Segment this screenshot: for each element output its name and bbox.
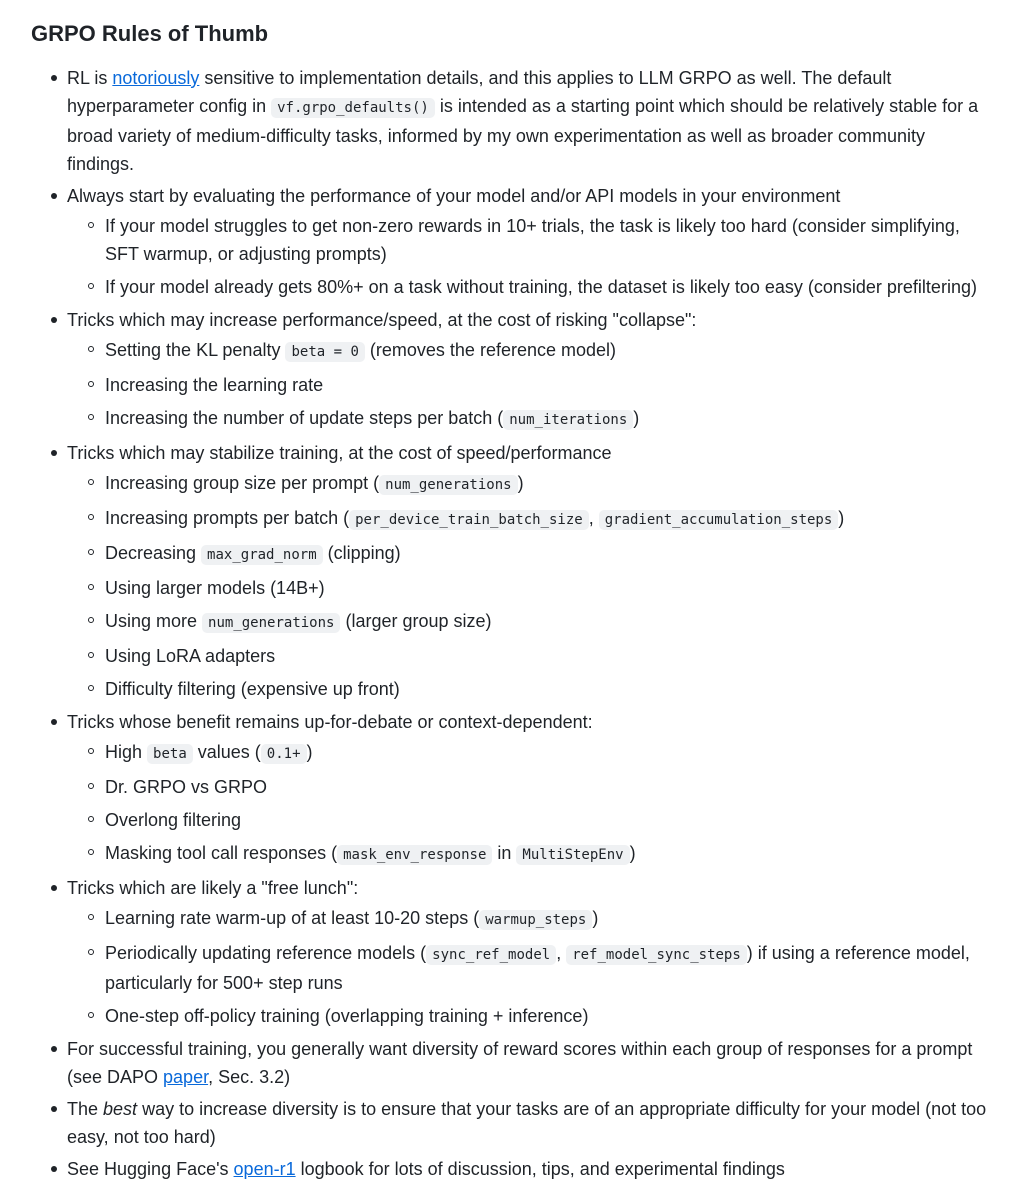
text-run: Using larger models (14B+) [105, 578, 325, 598]
sub-item [67, 539, 988, 569]
bullet-circle-icon [88, 584, 94, 590]
bullet-circle-icon [88, 783, 94, 789]
sub-item [67, 773, 988, 801]
text-run: Learning rate warm-up of at least 10-20 steps ( [105, 908, 480, 928]
sub-list [67, 738, 988, 869]
sub-item [67, 806, 988, 834]
bullet-disc-icon [51, 885, 57, 891]
bullet-circle-icon [88, 549, 94, 555]
rule-item [31, 708, 988, 869]
bullet-circle-icon [88, 1012, 94, 1018]
rules-list [31, 64, 988, 1183]
sub-item-text [105, 508, 844, 528]
text-run: , Sec. 3.2) [208, 1067, 291, 1087]
bullet-circle-icon [88, 346, 94, 352]
rule-text [67, 68, 978, 174]
link-notoriously[interactable]: notoriously [112, 68, 200, 88]
bullet-circle-icon [88, 283, 94, 289]
text-run: If your model already gets 80%+ on a task without training, the dataset is likely too easy (consider prefiltering) [105, 277, 977, 297]
text-run: Periodically updating reference models ( [105, 943, 427, 963]
bullet-circle-icon [88, 222, 94, 228]
bullet-disc-icon [51, 719, 57, 725]
sub-item [67, 504, 988, 534]
text-run: RL is [67, 68, 113, 88]
text-run: Difficulty filtering (expensive up front) [105, 679, 400, 699]
text-run: Masking tool call responses ( [105, 843, 338, 863]
inline-code: mask_env_response [337, 845, 492, 865]
text-run: Increasing the learning rate [105, 375, 324, 395]
inline-code: gradient_accumulation_steps [599, 510, 839, 530]
text-run: For successful training, you generally want diversity of reward scores within each group of responses for a prompt (see DAPO [67, 1039, 973, 1087]
inline-code: 0.1+ [261, 744, 307, 764]
text-run: ) [517, 473, 524, 493]
rule-item [31, 1035, 988, 1091]
bullet-circle-icon [88, 849, 94, 855]
rule-text [67, 1039, 972, 1087]
rule-item [31, 874, 988, 1030]
sub-item [67, 336, 988, 366]
page-title: GRPO Rules of Thumb [31, 21, 269, 46]
sub-item-text [105, 375, 323, 395]
sub-item-text [105, 408, 639, 428]
text-run: Tricks which may stabilize training, at the cost of speed/performance [67, 443, 612, 463]
sub-item-text [105, 646, 275, 666]
sub-item-text [105, 908, 598, 928]
text-run: ) [633, 408, 640, 428]
text-run: Increasing the number of update steps per batch ( [105, 408, 504, 428]
inline-code: num_iterations [503, 410, 633, 430]
sub-list [67, 336, 988, 434]
text-run: , [588, 508, 599, 528]
rule-text [67, 1159, 785, 1179]
text-run: One-step off-policy training (overlapping training + inference) [105, 1006, 589, 1026]
inline-code: num_generations [379, 475, 517, 495]
rule-text [67, 878, 358, 898]
text-run: is intended as a starting point which should be relatively stable for a broad variety of medium-difficulty tasks, informed by my own experimentation as well as broader community findings. [67, 96, 979, 174]
sub-item [67, 1002, 988, 1030]
sub-item [67, 939, 988, 997]
inline-code: ref_model_sync_steps [566, 945, 747, 965]
text-run: way to increase diversity is to ensure that your tasks are of an appropriate difficulty for your model (not too easy, not too hard) [67, 1099, 987, 1147]
bullet-circle-icon [88, 381, 94, 387]
rule-item [31, 306, 988, 434]
text-run: ) [592, 908, 599, 928]
text-run: ) [838, 508, 845, 528]
text-run: Increasing group size per prompt ( [105, 473, 380, 493]
sub-item-text [105, 679, 400, 699]
text-run: If your model struggles to get non-zero rewards in 10+ trials, the task is likely too hard (consider simplifying, SFT warmup, or adjusting prompts) [105, 216, 960, 264]
text-run: (clipping) [322, 543, 401, 563]
sub-item [67, 904, 988, 934]
text-run: (removes the reference model) [364, 340, 617, 360]
bullet-circle-icon [88, 479, 94, 485]
sub-item-text [105, 611, 492, 631]
rule-text [67, 310, 696, 330]
text-run: Increasing prompts per batch ( [105, 508, 350, 528]
sub-item-text [105, 742, 313, 762]
inline-code: beta = 0 [285, 342, 364, 362]
text-run: Tricks whose benefit remains up-for-debate or context-dependent: [67, 712, 593, 732]
bullet-disc-icon [51, 1046, 57, 1052]
sub-item-text [105, 943, 970, 993]
text-run: Tricks which may increase performance/speed, at the cost of risking "collapse": [67, 310, 697, 330]
rule-item [31, 182, 988, 301]
text-run: Always start by evaluating the performance of your model and/or API models in your environment [67, 186, 841, 206]
text-run: Decreasing [105, 543, 202, 563]
sub-item-text [105, 277, 977, 297]
bullet-circle-icon [88, 617, 94, 623]
text-run: High [105, 742, 148, 762]
sub-item [67, 675, 988, 703]
sub-item-text [105, 777, 267, 797]
sub-item [67, 469, 988, 499]
rule-text [67, 1099, 986, 1147]
text-run: (larger group size) [340, 611, 492, 631]
sub-list [67, 469, 988, 703]
emphasis: best [103, 1099, 138, 1119]
bullet-circle-icon [88, 816, 94, 822]
text-run: , [556, 943, 567, 963]
sub-item-text [105, 578, 325, 598]
sub-item [67, 273, 988, 301]
bullet-disc-icon [51, 317, 57, 323]
inline-code: sync_ref_model [426, 945, 556, 965]
sub-item [67, 371, 988, 399]
sub-item-text [105, 1006, 588, 1026]
sub-item-text [105, 216, 960, 264]
rule-text [67, 443, 612, 463]
sub-item [67, 738, 988, 768]
text-run: Tricks which are likely a "free lunch": [67, 878, 359, 898]
bullet-circle-icon [88, 949, 94, 955]
sub-item-text [105, 340, 616, 360]
bullet-circle-icon [88, 914, 94, 920]
inline-code: warmup_steps [479, 910, 592, 930]
bullet-disc-icon [51, 1166, 57, 1172]
text-run: sensitive to implementation details, and this applies to LLM GRPO as well. The default hyperparameter config in [67, 68, 892, 116]
text-run: Dr. GRPO vs GRPO [105, 777, 268, 797]
text-run: ) if using a reference model, particularly for 500+ step runs [105, 943, 970, 993]
bullet-disc-icon [51, 193, 57, 199]
inline-code: beta [147, 744, 193, 764]
sub-item-text [105, 810, 241, 830]
link-paper[interactable]: paper [163, 1067, 209, 1087]
sub-item [67, 607, 988, 637]
rule-text [67, 186, 840, 206]
sub-item-text [105, 843, 636, 863]
bullet-circle-icon [88, 514, 94, 520]
bullet-circle-icon [88, 414, 94, 420]
sub-list [67, 904, 988, 1030]
rule-item [31, 1095, 988, 1151]
text-run: The [67, 1099, 104, 1119]
text-run: logbook for lots of discussion, tips, and experimental findings [295, 1159, 785, 1179]
inline-code: MultiStepEnv [516, 845, 629, 865]
text-run: Setting the KL penalty [105, 340, 286, 360]
bullet-disc-icon [51, 1106, 57, 1112]
text-run: in [492, 843, 517, 863]
sub-item [67, 642, 988, 670]
text-run: ) [629, 843, 636, 863]
sub-item [67, 574, 988, 602]
inline-code: num_generations [202, 613, 340, 633]
link-open-r1[interactable]: open-r1 [233, 1159, 296, 1179]
text-run: See Hugging Face's [67, 1159, 234, 1179]
sub-item [67, 839, 988, 869]
rule-item [31, 439, 988, 703]
sub-item-text [105, 543, 401, 563]
text-run: Overlong filtering [105, 810, 242, 830]
rule-item [31, 1155, 988, 1183]
rule-text [67, 712, 593, 732]
bullet-disc-icon [51, 450, 57, 456]
sub-list [67, 212, 988, 301]
bullet-circle-icon [88, 685, 94, 691]
sub-item-text [105, 473, 524, 493]
sub-item [67, 212, 988, 268]
rule-item [31, 64, 988, 178]
inline-code: max_grad_norm [201, 545, 323, 565]
bullet-circle-icon [88, 748, 94, 754]
bullet-disc-icon [51, 75, 57, 81]
sub-item [67, 404, 988, 434]
text-run: ) [306, 742, 313, 762]
text-run: values ( [192, 742, 261, 762]
inline-code: per_device_train_batch_size [349, 510, 589, 530]
inline-code: vf.grpo_defaults() [271, 98, 435, 118]
text-run: Using more [105, 611, 203, 631]
bullet-circle-icon [88, 652, 94, 658]
text-run: Using LoRA adapters [105, 646, 276, 666]
